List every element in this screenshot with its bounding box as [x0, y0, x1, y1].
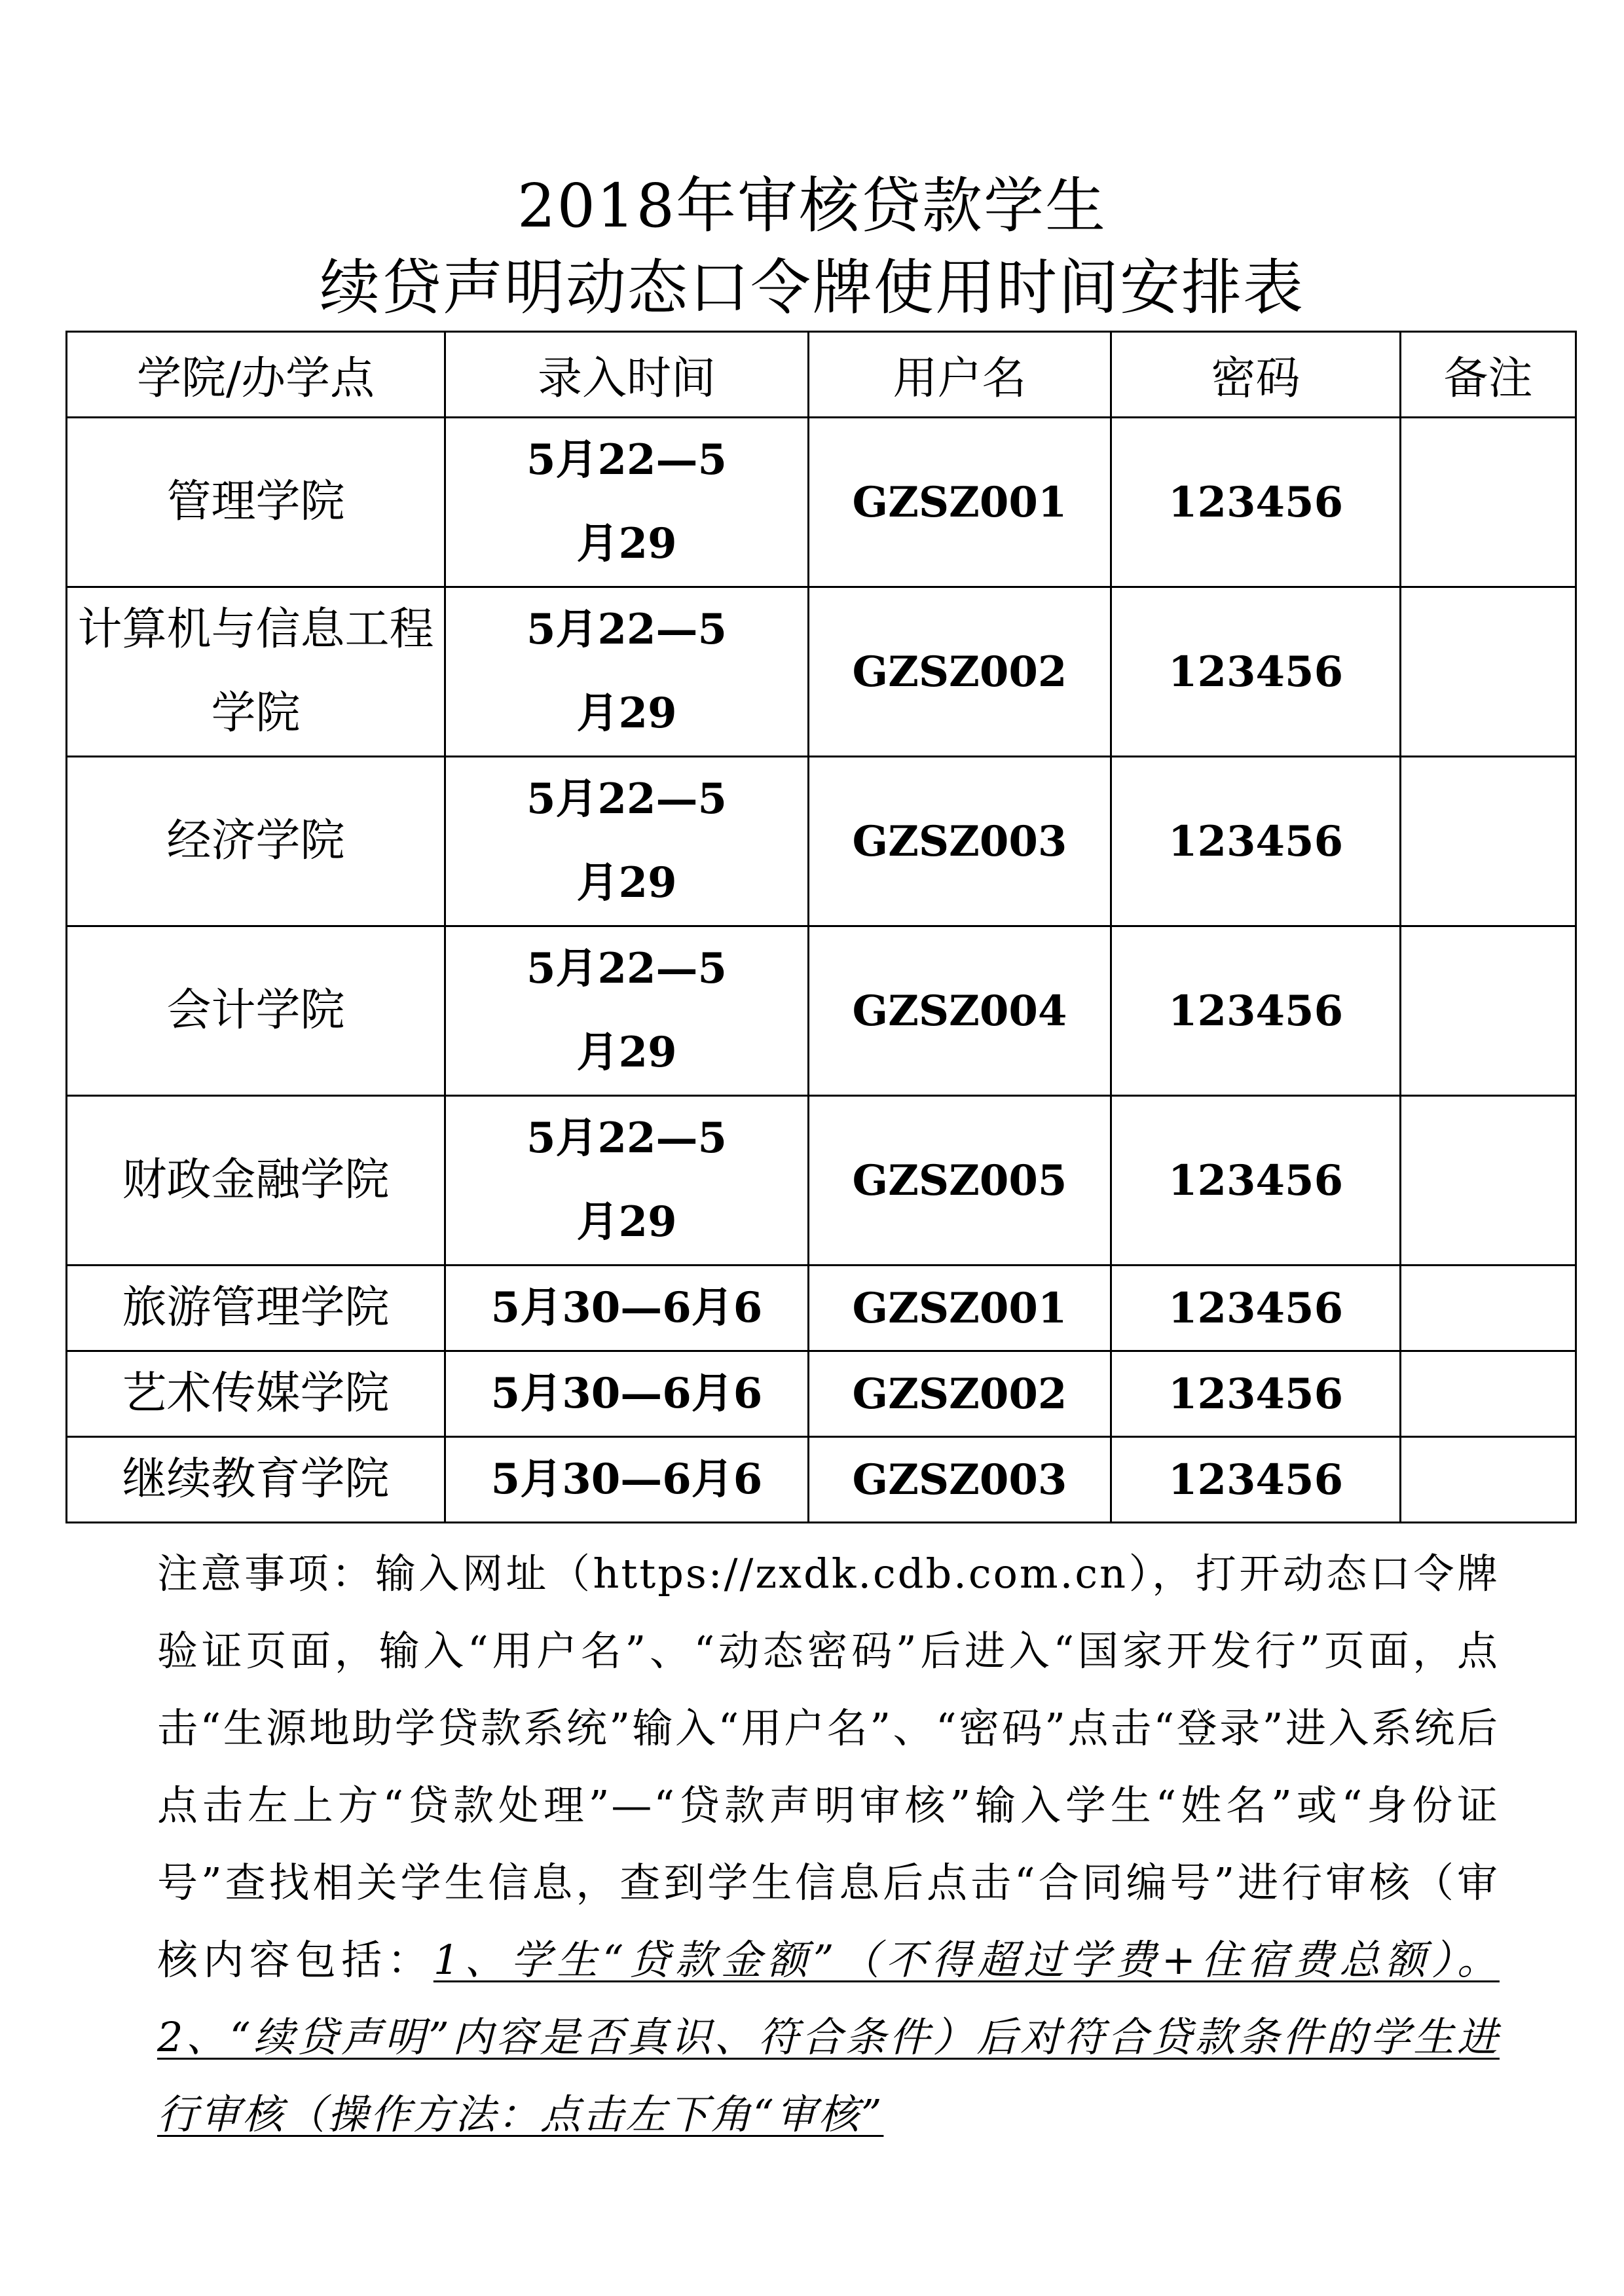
cell-period: 5月22—5月29 [445, 587, 809, 757]
schedule-table [65, 331, 1577, 1523]
table-row [67, 1096, 1576, 1266]
cell-remark [1401, 1096, 1576, 1266]
cell-password: 123456 [1111, 587, 1401, 757]
cell-period: 5月30—6月6 [445, 1266, 809, 1351]
cell-period: 5月22—5月29 [445, 926, 809, 1096]
table-row [67, 1266, 1576, 1351]
cell-remark [1401, 926, 1576, 1096]
cell-password: 123456 [1111, 418, 1401, 587]
table-row [67, 926, 1576, 1096]
cell-remark [1401, 757, 1576, 926]
header-period: 录入时间 [445, 332, 809, 418]
table-row [67, 587, 1576, 757]
cell-remark [1401, 587, 1576, 757]
header-remark: 备注 [1401, 332, 1576, 418]
table-header-row [67, 332, 1576, 418]
cell-college: 会计学院 [67, 926, 445, 1096]
cell-period: 5月22—5月29 [445, 757, 809, 926]
table-row [67, 757, 1576, 926]
cell-period: 5月30—6月6 [445, 1351, 809, 1437]
cell-college: 管理学院 [67, 418, 445, 587]
cell-college: 继续教育学院 [67, 1437, 445, 1523]
cell-password: 123456 [1111, 1096, 1401, 1266]
page-title-line1: 2018年审核贷款学生 [517, 171, 1107, 241]
cell-username: GZSZ002 [809, 587, 1111, 757]
cell-college: 计算机与信息工程学院 [67, 587, 445, 757]
notes-emphasis: 1、学生“贷款金额”（不得超过学费+住宿费总额）。2、“续贷声明”内容是否真识、符合条件）后对符合贷款条件的学生进行审核（操作方法：点击左下角“审核” [157, 1936, 1500, 2138]
table-row [67, 418, 1576, 587]
table-row [67, 1351, 1576, 1437]
cell-username: GZSZ003 [809, 1437, 1111, 1523]
cell-username: GZSZ004 [809, 926, 1111, 1096]
cell-remark [1401, 1351, 1576, 1437]
cell-remark [1401, 418, 1576, 587]
cell-period: 5月30—6月6 [445, 1437, 809, 1523]
cell-period: 5月22—5月29 [445, 1096, 809, 1266]
notes-text: 注意事项：输入网址（https://zxdk.cdb.com.cn），打开动态口令牌验证页面，输入“用户名”、“动态密码”后进入“国家开发行”页面，点击“生源地助学贷款系统”输入“用户名”、“密码”点击“登录”进入系统后点击左上方“贷款处理”—“贷款声明审核”输入学生“姓名”或“身份证号”查找相关学生信息，查到学生信息后点击“合同编号”进行审核（审核内容包括： [157, 1550, 1500, 1984]
cell-remark [1401, 1266, 1576, 1351]
cell-username: GZSZ003 [809, 757, 1111, 926]
header-college: 学院/办学点 [67, 332, 445, 418]
cell-college: 经济学院 [67, 757, 445, 926]
cell-username: GZSZ002 [809, 1351, 1111, 1437]
cell-period: 5月22—5月29 [445, 418, 809, 587]
cell-college: 艺术传媒学院 [67, 1351, 445, 1437]
page-title-line2: 续贷声明动态口令牌使用时间安排表 [319, 253, 1304, 323]
cell-password: 123456 [1111, 1351, 1401, 1437]
cell-username: GZSZ005 [809, 1096, 1111, 1266]
cell-remark [1401, 1437, 1576, 1523]
header-username: 用户名 [809, 332, 1111, 418]
cell-college: 旅游管理学院 [67, 1266, 445, 1351]
cell-username: GZSZ001 [809, 1266, 1111, 1351]
cell-password: 123456 [1111, 1266, 1401, 1351]
cell-password: 123456 [1111, 757, 1401, 926]
header-password: 密码 [1111, 332, 1401, 418]
cell-college: 财政金融学院 [67, 1096, 445, 1266]
cell-password: 123456 [1111, 926, 1401, 1096]
cell-username: GZSZ001 [809, 418, 1111, 587]
notes-paragraph [157, 1535, 1500, 2153]
cell-password: 123456 [1111, 1437, 1401, 1523]
table-row [67, 1437, 1576, 1523]
